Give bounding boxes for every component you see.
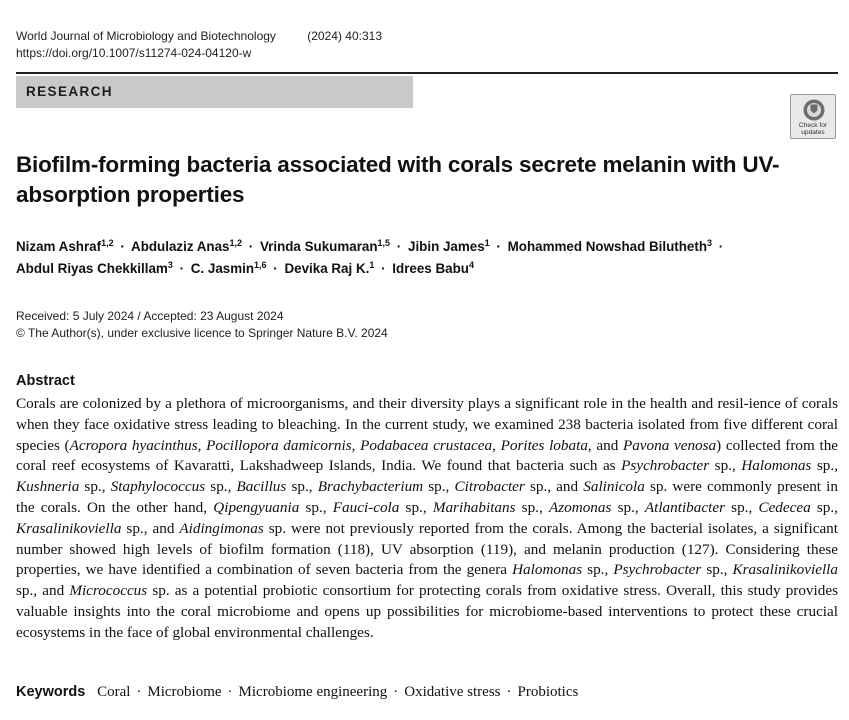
author-separator: · <box>273 261 278 276</box>
species-name: Staphylococcus <box>110 478 206 496</box>
abstract-text: sp., <box>399 498 433 516</box>
journal-issue: (2024) 40:313 <box>307 29 382 43</box>
author-list <box>16 236 836 280</box>
species-name: Bacillus <box>236 478 287 496</box>
keyword[interactable]: Microbiome engineering <box>238 684 388 700</box>
author-affiliation: 1 <box>369 260 375 270</box>
author-separator: · <box>718 239 724 254</box>
keywords-line <box>16 684 578 701</box>
author-name[interactable]: Idrees Babu$^4$ <box>392 260 474 276</box>
species-name: Fauci-cola <box>332 498 400 516</box>
species-name: Halomonas <box>741 457 812 475</box>
abstract-text: sp., <box>611 498 645 516</box>
keyword[interactable]: Microbiome <box>147 684 222 700</box>
check-updates-icon <box>802 98 826 122</box>
abstract-text: sp. as a potential probiotic consortium for protecting corals from oxidative stress. Overall, this study provides valuable insights into the coral microbiome and opens up possibilities for microbiome-based interventions to protect these crucial ecosystems in the face of global environmental challenges. <box>16 582 838 641</box>
species-name: Brachybacterium <box>317 478 424 496</box>
species-name: Azomonas <box>548 498 612 516</box>
check-updates-line2: updates <box>801 129 825 136</box>
abstract-body <box>16 394 838 644</box>
abstract-text: sp., <box>515 498 549 516</box>
check-updates-line1: Check for <box>798 122 828 129</box>
abstract-text: , <box>197 436 207 454</box>
journal-header <box>16 28 382 62</box>
keyword-separator: · <box>506 684 512 700</box>
species-name: Halomonas <box>512 561 583 579</box>
check-for-updates-button[interactable] <box>790 94 836 139</box>
section-label: RESEARCH <box>26 84 113 99</box>
abstract-text: sp., and <box>16 582 70 600</box>
species-name: Aidingimonas <box>179 519 264 537</box>
author-affiliation: 4 <box>468 260 474 270</box>
abstract-text: , and <box>587 436 623 454</box>
species-name: Micrococcus <box>69 582 148 600</box>
species-name: Pocillopora damicornis <box>206 436 352 454</box>
author-separator: · <box>248 239 254 254</box>
author-name[interactable]: Abdulaziz Anas$^{1,2}$ <box>131 238 243 254</box>
received-accepted: Received: 5 July 2024 / Accepted: 23 August 2024 <box>16 309 284 323</box>
species-name: Pavona venosa <box>622 436 717 454</box>
species-name: Krasalinikoviella <box>732 561 838 579</box>
keywords-list <box>97 684 578 700</box>
abstract-text: sp., and <box>524 478 584 496</box>
author-name[interactable]: Mohammed Nowshad Bilutheth$^3$ <box>507 238 713 254</box>
abstract-text: sp., <box>709 457 742 475</box>
author-affiliation: 3 <box>167 260 173 270</box>
author-name[interactable]: Jibin James$^1$ <box>408 238 490 254</box>
abstract-text: , <box>351 436 361 454</box>
journal-name: World Journal of Microbiology and Biotechnology <box>16 29 276 43</box>
species-name: Psychrobacter <box>621 457 710 475</box>
keyword-separator: · <box>393 684 399 700</box>
species-name: Cedecea <box>758 498 811 516</box>
abstract-text: Corals are colonized by a plethora of microorganisms, and their diversity plays a significant role in the health and resil-ience of corals when they face oxidative stress leading to bleaching. In the current study, we examined 238 bacteria isolated from five different coral species ( <box>16 395 838 454</box>
author-name[interactable]: C. Jasmin$^{1,6}$ <box>190 260 267 276</box>
author-separator: · <box>496 239 501 254</box>
species-name: Citrobacter <box>454 478 525 496</box>
paper-title: Biofilm-forming bacteria associated with corals secrete melanin with UV-absorption properties <box>16 152 780 207</box>
abstract-text: ) collected from the coral reef ecosystems of Kavaratti, Lakshadweep Islands, India. We found that bacteria such as <box>16 436 839 475</box>
species-name: Acropora hyacinthus <box>69 436 198 454</box>
species-name: Kushneria <box>16 478 80 496</box>
species-name: Marihabitans <box>432 498 516 516</box>
abstract-text: sp., <box>423 478 455 496</box>
abstract-heading: Abstract <box>16 373 75 389</box>
author-name[interactable]: Devika Raj K.$^1$ <box>284 260 375 276</box>
species-name: Psychrobacter <box>613 561 702 579</box>
doi-link[interactable]: https://doi.org/10.1007/s11274-024-04120-w <box>16 46 252 60</box>
author-affiliation: 1,6 <box>254 260 267 270</box>
abstract-text: sp., <box>205 478 237 496</box>
author-affiliation: 3 <box>707 238 713 248</box>
abstract-text: sp., <box>701 561 733 579</box>
species-name: Krasalinikoviella <box>16 519 122 537</box>
abstract-text: sp., <box>299 498 333 516</box>
species-name: Atlantibacter <box>644 498 725 516</box>
author-affiliation: 1,2 <box>101 238 114 248</box>
keywords-label: Keywords <box>16 684 86 700</box>
author-affiliation: 1 <box>484 238 490 248</box>
abstract-text: sp., and <box>121 519 180 537</box>
species-name: Salinicola <box>583 478 645 496</box>
author-separator: · <box>120 239 125 254</box>
keyword-separator: · <box>227 684 233 700</box>
header-rule <box>16 72 838 74</box>
abstract-text: sp. were commonly present in the corals. On the other hand, <box>16 478 838 516</box>
keyword[interactable]: Probiotics <box>517 684 579 700</box>
author-name[interactable]: Abdul Riyas Chekkillam$^3$ <box>16 260 173 276</box>
author-name[interactable]: Nizam Ashraf$^{1,2}$ <box>16 238 114 254</box>
author-separator: · <box>396 239 402 254</box>
abstract-text: sp., <box>286 478 318 496</box>
copyright-line: © The Author(s), under exclusive licence to Springer Nature B.V. 2024 <box>16 326 388 340</box>
author-separator: · <box>381 261 386 276</box>
species-name: Porites lobata <box>500 436 588 454</box>
abstract-text: sp., <box>79 478 111 496</box>
keyword[interactable]: Oxidative stress <box>404 684 501 700</box>
species-name: Qipengyuania <box>213 498 300 516</box>
keyword-separator: · <box>136 684 142 700</box>
dates-block <box>16 308 388 342</box>
keyword[interactable]: Coral <box>97 684 131 700</box>
author-name[interactable]: Vrinda Sukumaran$^{1,5}$ <box>259 238 391 254</box>
abstract-text: sp., <box>725 498 759 516</box>
abstract-text: , <box>492 436 501 454</box>
section-banner <box>16 76 413 108</box>
abstract-text: sp. were not previously reported from the corals. Among the bacterial isolates, a significant number showed high levels of biofilm formation (118), UV absorption (119), and melanin production (127). Considering these properties, we have identified a combination of seven bacteria from the genera <box>16 519 838 579</box>
author-affiliation: 1,2 <box>229 238 243 248</box>
abstract-text: sp., <box>810 498 838 516</box>
author-affiliation: 1,5 <box>377 238 391 248</box>
author-separator: · <box>179 261 185 276</box>
abstract-text: sp., <box>811 457 838 475</box>
abstract-text: sp., <box>582 561 614 579</box>
species-name: Podabacea crustacea <box>360 436 493 454</box>
